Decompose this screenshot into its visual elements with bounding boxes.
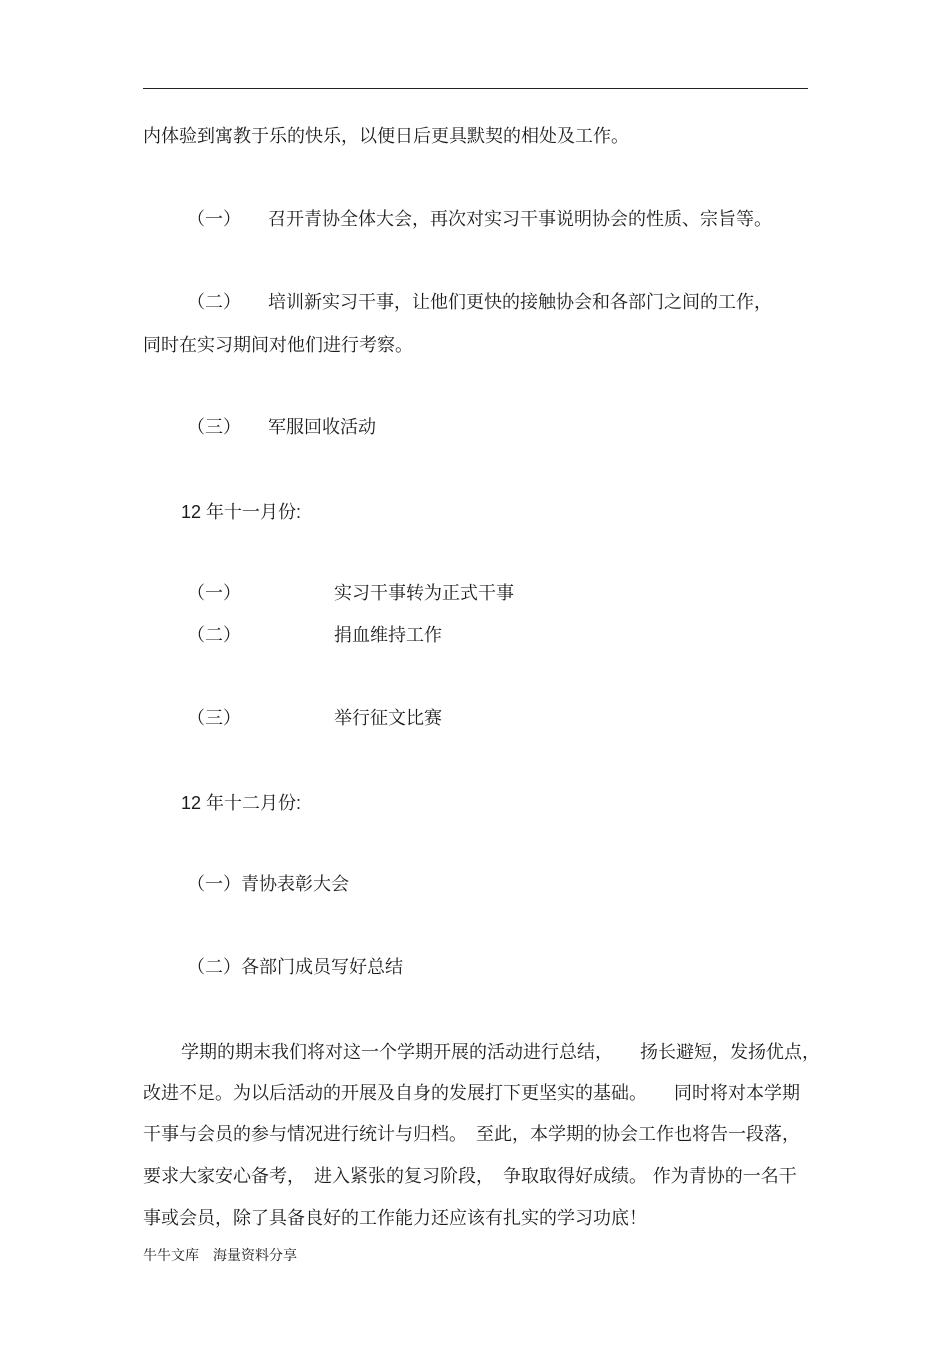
december-heading: 12 年十二月份:	[181, 793, 302, 813]
summary-line-4: 要求大家安心备考， 进入紧张的复习阶段， 争取取得好成绩。 作为青协的一名干	[143, 1166, 797, 1187]
nov-item-3-marker: （三）	[187, 708, 241, 729]
intro-line: 内体验到寓教于乐的快乐，以便日后更具默契的相处及工作。	[143, 126, 629, 147]
summary-line-5: 事或会员，除了具备良好的工作能力还应该有扎实的学习功底！	[143, 1208, 647, 1229]
nov-item-1-marker: （一）	[187, 583, 241, 604]
header-rule	[143, 88, 808, 89]
footer-right: 海量资料分享	[213, 1248, 297, 1264]
nov-item-2-marker: （二）	[187, 625, 241, 646]
nov-item-2-text: 捐血维持工作	[334, 625, 442, 646]
footer-left: 牛牛文库	[143, 1248, 199, 1264]
page-footer	[143, 1247, 297, 1265]
oct-item-2-text: 培训新实习干事，让他们更快的接触协会和各部门之间的工作，	[268, 292, 772, 313]
summary-line-1: 学期的期末我们将对这一个学期开展的活动进行总结， 扬长避短，发扬优点，	[181, 1042, 820, 1063]
oct-item-1-text: 召开青协全体大会，再次对实习干事说明协会的性质、宗旨等。	[268, 209, 772, 230]
summary-line-2: 改进不足。为以后活动的开展及自身的发展打下更坚实的基础。 同时将对本学期	[143, 1083, 800, 1104]
oct-item-2-continuation: 同时在实习期间对他们进行考察。	[143, 335, 413, 356]
nov-item-1-text: 实习干事转为正式干事	[334, 583, 514, 604]
nov-item-3-text: 举行征文比赛	[334, 708, 442, 729]
dec-item-1: （一）青协表彰大会	[187, 874, 349, 895]
oct-item-2-marker: （二）	[187, 292, 241, 313]
oct-item-1-marker: （一）	[187, 209, 241, 230]
november-heading: 12 年十一月份:	[181, 502, 302, 522]
dec-item-2: （二）各部门成员写好总结	[187, 957, 403, 978]
oct-item-3-text: 军服回收活动	[268, 417, 376, 438]
oct-item-3-marker: （三）	[187, 417, 241, 438]
summary-line-3: 干事与会员的参与情况进行统计与归档。 至此，本学期的协会工作也将告一段落，	[143, 1124, 800, 1145]
